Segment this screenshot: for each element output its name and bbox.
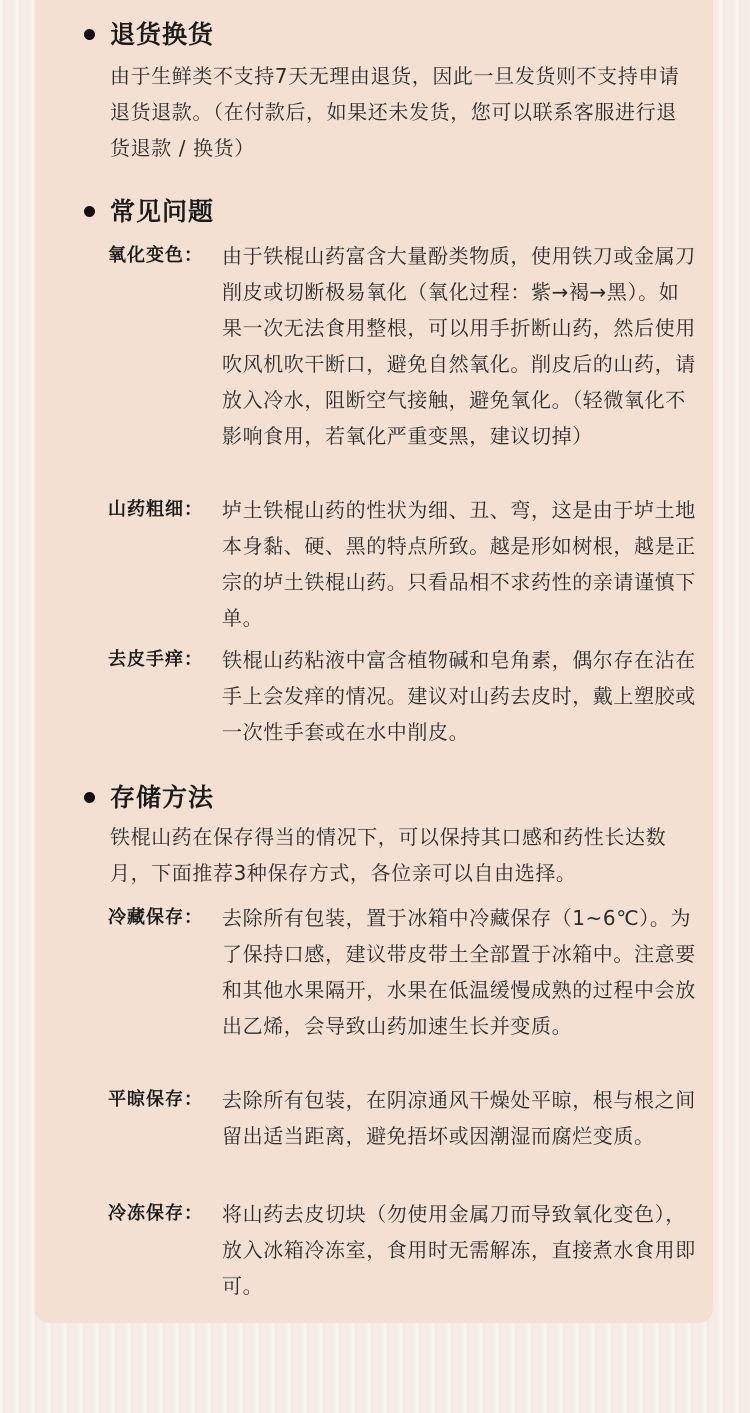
bullet-icon	[84, 792, 95, 803]
section-title-storage: 存储方法	[110, 783, 215, 812]
faq-term: 去皮手痒：	[108, 649, 203, 670]
faq-text: 铁棍山药粘液中富含植物碱和皂角素，偶尔存在沾在手上会发痒的情况。建议对山药去皮时，戴上塑胶或一次性手套或在水中削皮。	[222, 648, 696, 744]
section-title-returns: 退货换货	[110, 20, 215, 49]
faq-term: 山药粗细：	[108, 499, 203, 520]
faq-term: 氧化变色：	[108, 245, 203, 266]
storage-term: 冷藏保存：	[108, 907, 203, 928]
storage-term: 平晾保存：	[108, 1089, 203, 1110]
storage-item-refrigerate	[108, 900, 698, 1044]
storage-text: 去除所有包装，在阴凉通风干燥处平晾，根与根之间留出适当距离，避免捂坏或因潮湿而腐烂变质。	[222, 1088, 696, 1148]
bullet-icon	[84, 206, 95, 217]
section-title-faq: 常见问题	[110, 197, 215, 226]
faq-item-thickness	[108, 492, 698, 636]
bullet-icon	[84, 29, 95, 40]
faq-item-oxidation	[108, 238, 698, 454]
faq-text: 垆土铁棍山药的性状为细、丑、弯，这是由于垆土地本身黏、硬、黑的特点所致。越是形如树根，越是正宗的垆土铁棍山药。只看品相不求药性的亲请谨慎下单。	[222, 498, 696, 630]
storage-text: 将山药去皮切块（勿使用金属刀而导致氧化变色），放入冰箱冷冻室，食用时无需解冻，直接煮水食用即可。	[222, 1202, 696, 1298]
storage-paragraph: 铁棍山药在保存得当的情况下，可以保持其口感和药性长达数月，下面推荐3种保存方式，各位亲可以自由选择。	[110, 825, 667, 885]
faq-item-itching	[108, 642, 698, 750]
storage-item-freeze	[108, 1196, 698, 1304]
storage-term: 冷冻保存：	[108, 1203, 203, 1224]
faq-text: 由于铁棍山药富含大量酚类物质，使用铁刀或金属刀削皮或切断极易氧化（氧化过程：紫→褐→黑）。如果一次无法食用整根，可以用手折断山药，然后使用吹风机吹干断口，避免自然氧化。削皮后的山药，请放入冷水，阻断空气接触，避免氧化。（轻微氧化不影响食用，若氧化严重变黑，建议切掉）	[222, 244, 696, 448]
storage-item-air-dry	[108, 1082, 698, 1154]
storage-text: 去除所有包装，置于冰箱中冷藏保存（1~6℃）。为了保持口感，建议带皮带土全部置于冰箱中。注意要和其他水果隔开，水果在低温缓慢成熟的过程中会放出乙烯，会导致山药加速生长并变质。	[222, 906, 696, 1038]
returns-paragraph: 由于生鲜类不支持7天无理由退货，因此一旦发货则不支持申请退货退款。（在付款后，如果还未发货，您可以联系客服进行退货退款 / 换货）	[110, 64, 680, 160]
